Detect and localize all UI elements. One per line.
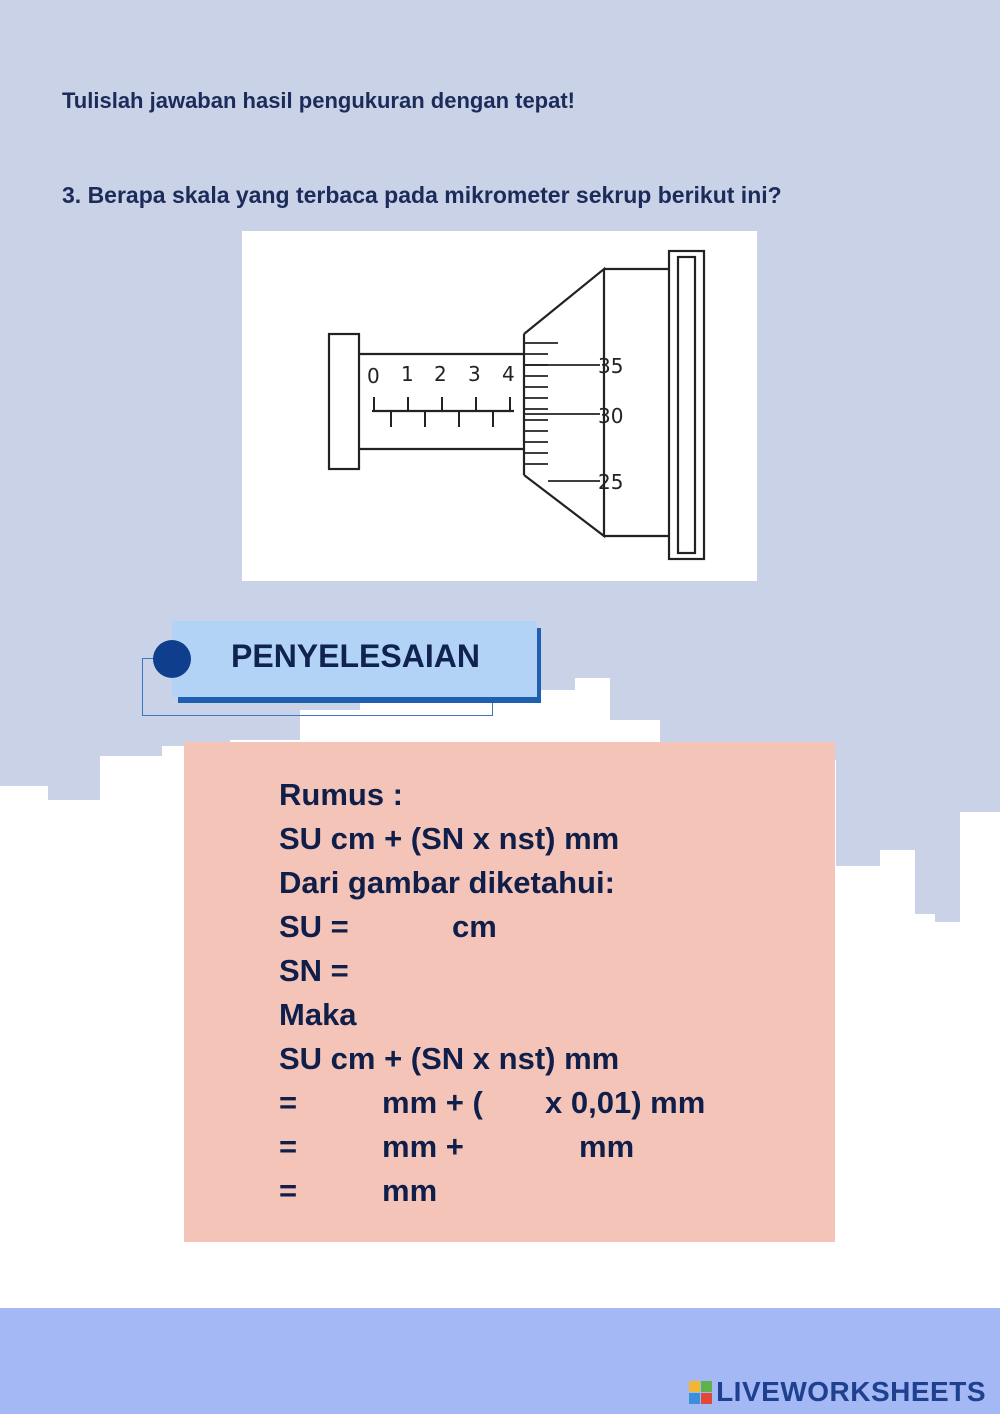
main-scale-labels xyxy=(367,362,515,388)
answer-box xyxy=(184,742,835,1242)
banner-bullet-icon xyxy=(153,640,191,678)
micrometer-figure xyxy=(242,231,757,581)
thimble-label: 30 xyxy=(598,404,624,428)
instruction-text: Tulislah jawaban hasil pengukuran dengan tepat! xyxy=(62,88,576,113)
micrometer-frame xyxy=(329,251,704,559)
banner-title: PENYELESAIAN xyxy=(231,638,480,674)
micrometer-drawing xyxy=(242,231,757,581)
step3-mm: mm xyxy=(382,1173,438,1208)
diketahui-text: Dari gambar diketahui: xyxy=(279,865,615,900)
step1-mm: mm + ( xyxy=(382,1085,483,1120)
logo-blocks-icon xyxy=(689,1381,712,1404)
thimble-label: 25 xyxy=(598,470,624,494)
su-unit: cm xyxy=(452,909,497,944)
main-scale-label: 4 xyxy=(502,362,515,386)
thimble-label: 35 xyxy=(598,354,624,378)
step2-mm: mm + xyxy=(382,1129,464,1164)
step1-tail: x 0,01) mm xyxy=(545,1085,706,1120)
main-scale-label: 0 xyxy=(367,364,380,388)
step2-tail: mm xyxy=(579,1129,635,1164)
formula-repeat-text: SU cm + (SN x nst) mm xyxy=(279,1041,620,1076)
formula-text: SU cm + (SN x nst) mm xyxy=(279,821,620,856)
sn-label: SN = xyxy=(279,953,349,988)
question-text: 3. Berapa skala yang terbaca pada mikrometer sekrup berikut ini? xyxy=(62,182,782,208)
step3-equals: = xyxy=(279,1173,298,1208)
main-scale-label: 2 xyxy=(434,362,447,386)
main-scale-label: 1 xyxy=(401,362,414,386)
step2-equals: = xyxy=(279,1129,298,1164)
logo-text: LIVEWORKSHEETS xyxy=(716,1376,986,1407)
step1-equals: = xyxy=(279,1085,298,1120)
thimble-ticks xyxy=(524,343,600,481)
thimble-labels xyxy=(598,354,623,494)
main-scale-label: 3 xyxy=(468,362,481,386)
maka-text: Maka xyxy=(279,997,357,1032)
rumus-label: Rumus : xyxy=(279,777,403,812)
su-label: SU = xyxy=(279,909,349,944)
liveworksheets-logo[interactable] xyxy=(689,1376,986,1408)
